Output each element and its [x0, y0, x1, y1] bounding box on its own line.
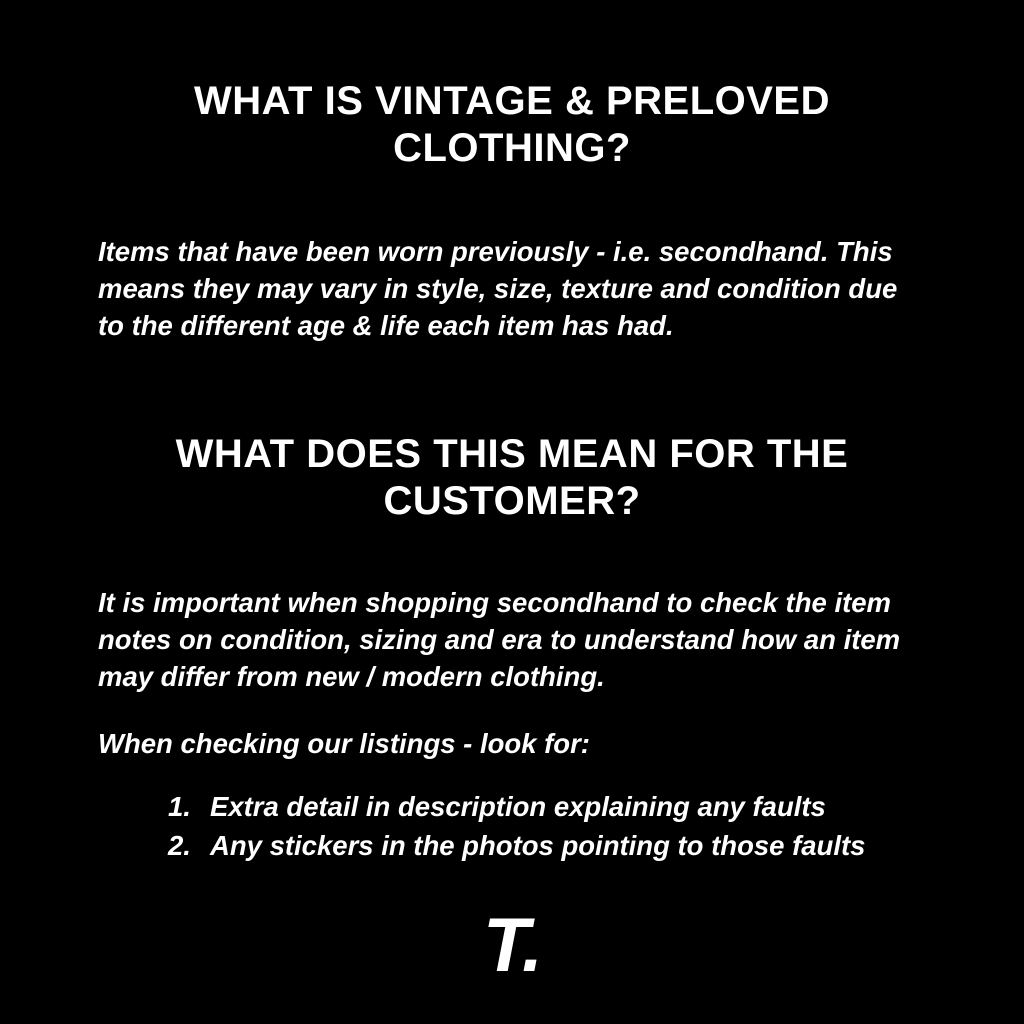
section-heading-customer: WHAT DOES THIS MEAN FOR THE CUSTOMER?: [175, 431, 849, 524]
brand-logo: [0, 903, 1024, 988]
paragraph-look-for: When checking our listings - look for:: [98, 727, 590, 759]
list-item: [168, 826, 952, 865]
spacer: [72, 345, 952, 431]
paragraph-customer-advice: It is important when shopping secondhand to check the item notes on condition, sizing and era to understand how an item may differ from new / modern clothing.: [98, 587, 901, 692]
look-for-list: [72, 787, 952, 865]
logo-wordmark: T.: [483, 903, 541, 988]
list-item-number: 2.: [168, 829, 191, 861]
spacer: [72, 763, 952, 787]
page-title: WHAT IS VINTAGE & PRELOVED CLOTHING?: [194, 79, 830, 171]
spacer: [72, 172, 952, 234]
list-item-number: 1.: [168, 790, 191, 822]
paragraph-definition: Items that have been worn previously - i.e. secondhand. This means they may vary in style, size, texture and condition due to the different age & life each item has had.: [98, 236, 898, 342]
list-item: [168, 787, 952, 826]
list-item-label: Any stickers in the photos pointing to those faults: [210, 829, 866, 861]
list-item-label: Extra detail in description explaining any faults: [210, 790, 826, 822]
spacer: [72, 525, 952, 585]
spacer: [72, 696, 952, 726]
